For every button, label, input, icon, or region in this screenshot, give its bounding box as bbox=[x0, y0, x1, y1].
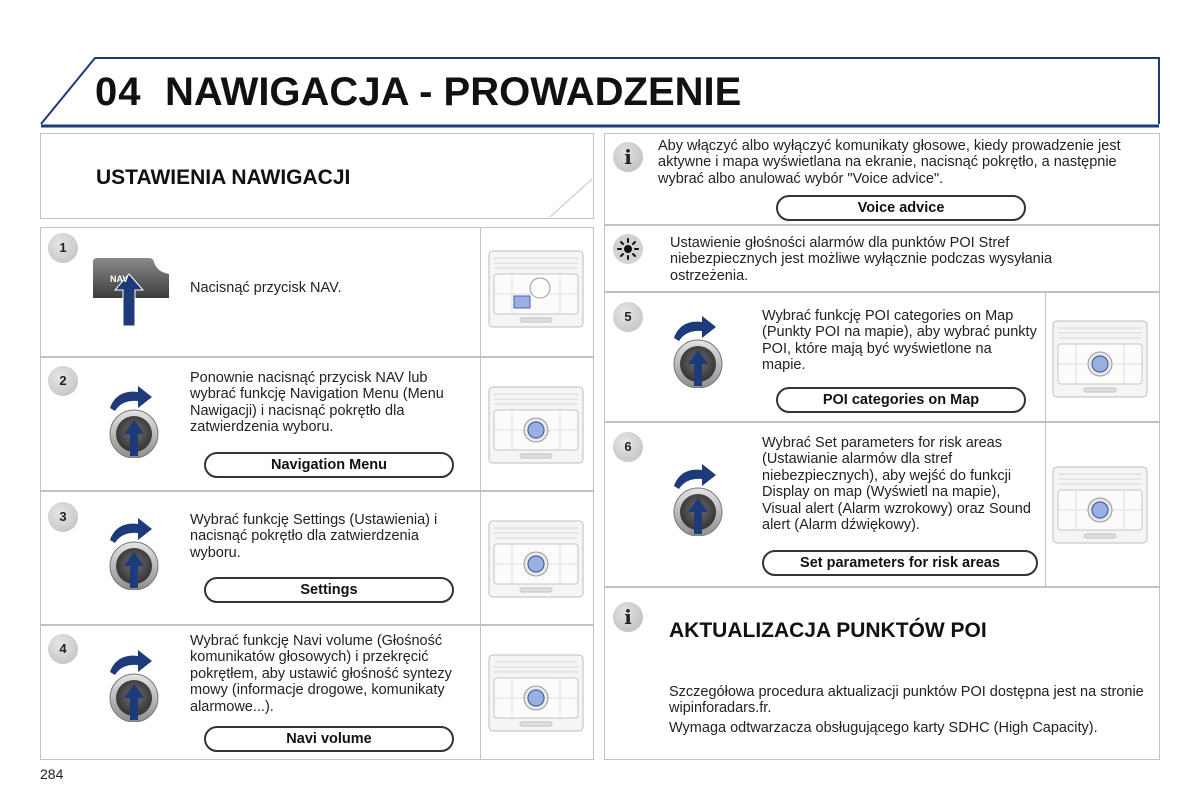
step-text: Wybrać funkcję Settings (Ustawienia) i nacisnąć pokrętło dla zatwierdzenia wyboru. bbox=[190, 512, 438, 561]
page-title: NAWIGACJA - PROWADZENIE bbox=[165, 70, 742, 114]
chapter-number: 04 bbox=[95, 70, 142, 114]
poi-categories-button[interactable]: POI categories on Map bbox=[776, 387, 1026, 413]
knob-press-icon bbox=[102, 512, 166, 590]
step-text: Wybrać Set parameters for risk areas (Ustawianie alarmów dla stref niebezpiecznych), aby wejść do funkcji Display on map (Wyświetl na mapie), Visual alert (Alarm wzrokowy) oraz Sound alert (Alarm dźwiękowy). bbox=[762, 435, 1031, 534]
navigation-menu-button[interactable]: Navigation Menu bbox=[204, 452, 454, 478]
step-number: 3 bbox=[48, 502, 78, 532]
info-text: Aby włączyć albo wyłączyć komunikaty głosowe, kiedy prowadzenie jest aktywne i mapa wyświetlana na ekranie, nacisnąć pokrętło, a następnie wybrać albo anulować wybór "Voice advice". bbox=[658, 138, 1121, 187]
step-number: 2 bbox=[48, 366, 78, 396]
nav-button-icon bbox=[93, 258, 173, 328]
radio-knob-illustration bbox=[1052, 320, 1148, 398]
radio-knob-illustration bbox=[488, 520, 584, 598]
page-number: 284 bbox=[40, 766, 64, 782]
step-number: 5 bbox=[613, 302, 643, 332]
knob-rotate-icon bbox=[102, 644, 166, 722]
knob-press-icon bbox=[666, 310, 730, 388]
note-text: Ustawienie głośności alarmów dla punktów POI Stref niebezpiecznych jest możliwe wyłącznie podczas wysyłania ostrzeżenia. bbox=[670, 235, 1053, 284]
settings-button[interactable]: Settings bbox=[204, 577, 454, 603]
info-icon: i bbox=[613, 142, 643, 172]
poi-update-requirement: Wymaga odtwarzacza obsługującego karty SDHC (High Capacity). bbox=[669, 720, 1098, 736]
step-text: Ponownie nacisnąć przycisk NAV lub wybrać funkcję Navigation Menu (Menu Nawigacji) i nacisnąć pokrętło dla zatwierdzenia wyboru. bbox=[190, 370, 444, 436]
section-title: USTAWIENIA NAWIGACJI bbox=[96, 166, 351, 189]
poi-update-text: Szczegółowa procedura aktualizacji punktów POI dostępna jest na stronie wipinforadars.fr. bbox=[669, 684, 1144, 717]
step-number: 1 bbox=[48, 233, 78, 263]
set-parameters-button[interactable]: Set parameters for risk areas bbox=[762, 550, 1038, 576]
radio-knob-illustration bbox=[488, 386, 584, 464]
radio-nav-illustration bbox=[488, 250, 584, 328]
navi-volume-button[interactable]: Navi volume bbox=[204, 726, 454, 752]
step-text: Wybrać funkcję POI categories on Map (Punkty POI na mapie), aby wybrać punkty POI, które mają być wyświetlone na mapie. bbox=[762, 308, 1037, 374]
radio-knob-illustration bbox=[488, 654, 584, 732]
step-text: Wybrać funkcję Navi volume (Głośność komunikatów głosowych) i przekręcić pokrętłem, aby ustawić głośność syntezy mowy (informacje drogowe, komunikaty alarmowe...). bbox=[190, 633, 452, 715]
nav-key-label: NAV bbox=[110, 274, 129, 284]
step-text: Nacisnąć przycisk NAV. bbox=[190, 280, 342, 296]
info-icon: i bbox=[613, 602, 643, 632]
step-number: 6 bbox=[613, 432, 643, 462]
step-number: 4 bbox=[48, 634, 78, 664]
knob-press-icon bbox=[666, 458, 730, 536]
radio-knob-illustration bbox=[1052, 466, 1148, 544]
poi-update-title: AKTUALIZACJA PUNKTÓW POI bbox=[669, 619, 987, 642]
voice-advice-button[interactable]: Voice advice bbox=[776, 195, 1026, 221]
sun-icon bbox=[613, 234, 643, 264]
knob-press-icon bbox=[102, 380, 166, 458]
